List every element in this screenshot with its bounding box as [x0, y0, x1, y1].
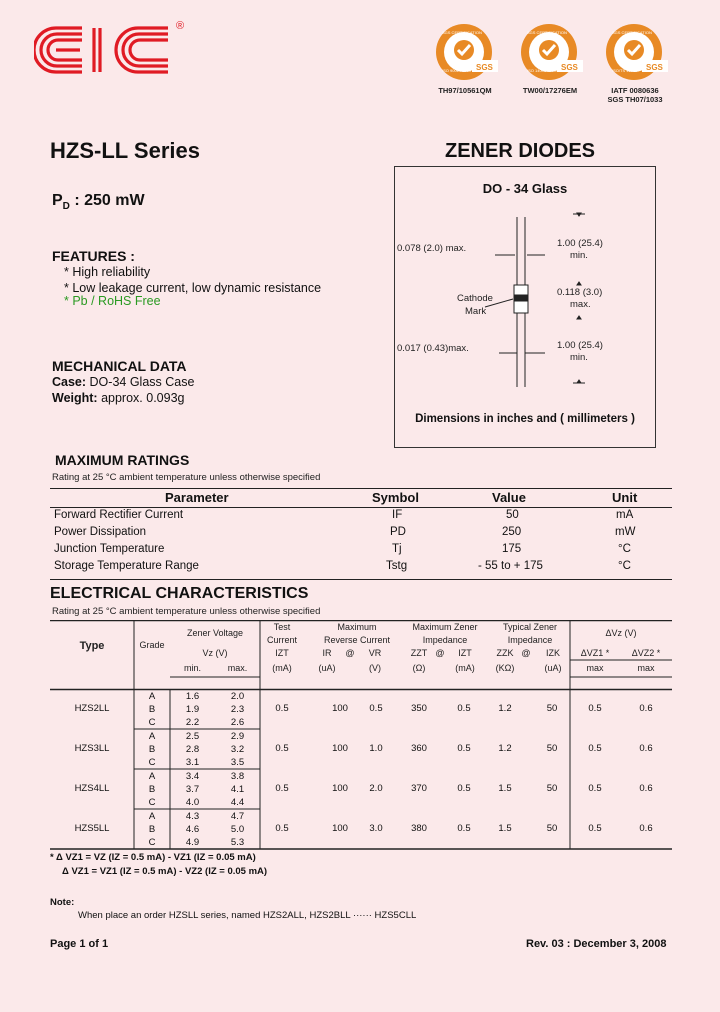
symbol-cell: Tstg: [386, 560, 408, 572]
case-label: Case:: [52, 375, 87, 389]
cert-standard: ISO 14001 : 2004: [527, 68, 559, 73]
eic-logo: [34, 20, 184, 80]
vz-max-cell: 2.3: [230, 704, 245, 715]
table-row: [50, 526, 672, 543]
feature-item: * Low leakage current, low dynamic resistance: [64, 281, 322, 295]
cert-caption-2: SGS TH07/1033: [607, 95, 663, 104]
vz-min-cell: 4.3: [185, 811, 200, 822]
col-izk-unit: (uA): [544, 663, 562, 673]
electrical-note: Rating at 25 °C ambient temperature unless otherwise specified: [52, 606, 321, 617]
d1-cell: 0.5: [588, 703, 602, 714]
col-dvz2-max: max: [637, 663, 655, 673]
col-vz: Vz (V): [202, 648, 228, 658]
type-cell: HZS3LL: [74, 743, 110, 754]
table-row: [50, 560, 672, 577]
symbol-cell: PD: [390, 526, 406, 538]
col-ir-unit: (uA): [318, 663, 336, 673]
vz-max-cell: 3.2: [230, 744, 245, 755]
izk-cell: 50: [546, 783, 558, 794]
electrical-heading: ELECTRICAL CHARACTERISTICS: [50, 585, 309, 602]
page-number: Page 1 of 1: [50, 938, 109, 950]
zzt-cell: 350: [411, 703, 427, 714]
lead-length-2: 1.00 (25.4): [557, 340, 603, 351]
registered-mark: ®: [176, 20, 185, 32]
izt2-cell: 0.5: [457, 823, 471, 834]
vz-min-cell: 3.4: [185, 771, 200, 782]
vz-min-cell: 4.0: [185, 797, 200, 808]
vz-min-cell: 3.1: [185, 757, 200, 768]
category-title: ZENER DIODES: [445, 140, 596, 162]
at-sign: @: [521, 648, 531, 658]
col-delta-vz: ΔVz (V): [605, 628, 637, 638]
grade-cell: A: [148, 771, 156, 782]
cert-caption: TW00/17276EM: [522, 86, 578, 95]
vz-max-cell: 5.0: [230, 824, 245, 835]
d2-cell: 0.6: [639, 743, 653, 754]
at-sign: @: [435, 648, 445, 658]
grade-cell: C: [148, 797, 156, 808]
pd-label: P: [52, 192, 63, 209]
izk-cell: 50: [546, 823, 558, 834]
symbol-cell: IF: [392, 509, 403, 521]
type-cell: HZS5LL: [74, 823, 110, 834]
note-label: Note:: [50, 897, 75, 908]
zzt-cell: 360: [411, 743, 427, 754]
package-drawing: [395, 167, 655, 447]
cert-iso9001: [420, 20, 510, 95]
zzk-cell: 1.2: [498, 743, 512, 754]
power-dissipation: [52, 192, 145, 212]
d1-cell: 0.5: [588, 743, 602, 754]
feature-item: * High reliability: [64, 265, 151, 279]
lead-length-2-min: min.: [570, 352, 588, 363]
value-cell: 175: [502, 543, 522, 555]
ir-cell: 100: [332, 783, 348, 794]
d1-cell: 0.5: [588, 823, 602, 834]
param-cell: Junction Temperature: [54, 543, 165, 555]
d2-cell: 0.6: [639, 823, 653, 834]
vz-min-cell: 4.9: [185, 837, 200, 848]
wire-diameter-label: 0.017 (0.43)max.: [397, 343, 469, 354]
table-row: [50, 543, 672, 560]
body-length-max: max.: [570, 299, 591, 310]
col-current: Current: [266, 635, 297, 645]
d2-cell: 0.6: [639, 703, 653, 714]
col-impedance-2: Impedance: [507, 635, 553, 645]
izt-cell: 0.5: [275, 703, 289, 714]
pd-sub: D: [62, 201, 70, 213]
col-max-zener: Maximum Zener: [412, 622, 478, 632]
vz-max-cell: 2.9: [230, 731, 245, 742]
izk-cell: 50: [546, 743, 558, 754]
col-zzk-unit: (KΩ): [495, 663, 515, 673]
param-cell: Forward Rectifier Current: [54, 509, 184, 521]
col-max-rev: Maximum: [337, 622, 377, 632]
vz-max-cell: 4.7: [230, 811, 245, 822]
col-dvz1-max: max: [586, 663, 604, 673]
type-cell: HZS4LL: [74, 783, 110, 794]
col-vz-max: max.: [227, 663, 248, 673]
type-cell: HZS2LL: [74, 703, 110, 714]
col-vr-unit: (V): [369, 663, 381, 673]
cert-standard: ISO/TS 16949: [612, 68, 638, 73]
case-value: DO-34 Glass Case: [89, 375, 195, 389]
grade-cell: C: [148, 717, 156, 728]
grade-cell: C: [148, 837, 156, 848]
grade-cell: B: [148, 784, 156, 795]
feature-item-rohs: * Pb / RoHS Free: [64, 294, 161, 308]
cert-standard: ISO 9001 : 2000: [442, 68, 472, 73]
col-ir: IR: [322, 648, 332, 658]
cathode-label: Cathode: [457, 293, 493, 304]
col-vr: VR: [368, 648, 382, 658]
package-title: DO - 34 Glass: [482, 181, 568, 196]
value-cell: 50: [506, 509, 519, 521]
mechanical-heading: MECHANICAL DATA: [52, 358, 187, 374]
series-title: HZS-LL Series: [50, 138, 200, 163]
col-zzt: ZZT: [410, 648, 428, 658]
ir-cell: 100: [332, 743, 348, 754]
footnote-1: * Δ VZ1 = VZ (IZ = 0.5 mA) - VZ1 (IZ = 0.05 mA): [50, 852, 256, 863]
grade-cell: C: [148, 757, 156, 768]
weight-value: approx. 0.093g: [101, 391, 185, 405]
col-typ-zener: Typical Zener: [502, 622, 558, 632]
zzk-cell: 1.2: [498, 703, 512, 714]
max-ratings-note: Rating at 25 °C ambient temperature unless otherwise specified: [52, 472, 321, 483]
cert-caption: TH97/10561QM: [438, 86, 492, 95]
lead-diameter-label: 0.078 (2.0) max.: [397, 243, 467, 254]
grade-cell: B: [148, 704, 156, 715]
grade-cell: A: [148, 691, 156, 702]
table-row: [50, 509, 672, 526]
cert-ring-text: SGS CERTIFICATION: [442, 30, 482, 35]
col-dvz2: ΔVZ2 *: [631, 648, 661, 658]
footnote-2: Δ VZ1 = VZ1 (IZ = 0.5 mA) - VZ2 (IZ = 0.05 mA): [62, 866, 268, 877]
col-rev-current: Reverse Current: [323, 635, 391, 645]
vz-min-cell: 2.8: [185, 744, 200, 755]
zzt-cell: 370: [411, 783, 427, 794]
vz-max-cell: 3.5: [230, 757, 245, 768]
d1-cell: 0.5: [588, 783, 602, 794]
izt-cell: 0.5: [275, 743, 289, 754]
param-cell: Power Dissipation: [54, 526, 147, 538]
grade-cell: B: [148, 824, 156, 835]
izt2-cell: 0.5: [457, 703, 471, 714]
vr-cell: 0.5: [369, 703, 383, 714]
vz-max-cell: 3.8: [230, 771, 245, 782]
vz-max-cell: 4.1: [230, 784, 245, 795]
col-zzt-unit: (Ω): [412, 663, 426, 673]
col-symbol: Symbol: [372, 490, 419, 505]
col-izt-2: IZT: [458, 648, 472, 658]
col-izt-unit: (mA): [272, 663, 292, 673]
col-vz-min: min.: [183, 663, 201, 673]
lead-length-1: 1.00 (25.4): [557, 238, 603, 249]
col-unit: Unit: [612, 490, 638, 505]
col-izt2-unit: (mA): [455, 663, 475, 673]
unit-cell: °C: [618, 560, 631, 572]
vz-max-cell: 2.0: [230, 691, 245, 702]
vz-min-cell: 3.7: [185, 784, 200, 795]
sgs-mark: SGS: [561, 63, 578, 72]
note-text: When place an order HZSLL series, named HZS2ALL, HZS2BLL ······ HZS5CLL: [78, 910, 417, 921]
features-heading: FEATURES :: [52, 248, 135, 264]
vr-cell: 3.0: [369, 823, 383, 834]
case-line: [52, 375, 194, 389]
col-izk: IZK: [545, 648, 560, 658]
vz-max-cell: 2.6: [230, 717, 245, 728]
lead-length-1-min: min.: [570, 250, 588, 261]
ratings-header-row: [50, 490, 672, 507]
col-zener-voltage: Zener Voltage: [186, 628, 244, 638]
izt-cell: 0.5: [275, 823, 289, 834]
vz-max-cell: 5.3: [230, 837, 245, 848]
cert-ts16949: [590, 20, 680, 104]
col-type: Type: [79, 640, 105, 652]
symbol-cell: Tj: [392, 543, 402, 555]
zzk-cell: 1.5: [498, 823, 512, 834]
vr-cell: 1.0: [369, 743, 383, 754]
vr-cell: 2.0: [369, 783, 383, 794]
weight-line: [52, 391, 184, 405]
col-izt: IZT: [275, 648, 289, 658]
grade-cell: B: [148, 744, 156, 755]
ir-cell: 100: [332, 823, 348, 834]
col-value: Value: [492, 490, 526, 505]
dimension-note: Dimensions in inches and ( millimeters ): [415, 413, 635, 425]
vz-max-cell: 4.4: [230, 797, 245, 808]
izt2-cell: 0.5: [457, 743, 471, 754]
zzk-cell: 1.5: [498, 783, 512, 794]
col-test: Test: [273, 622, 291, 632]
grade-cell: A: [148, 731, 156, 742]
col-grade: Grade: [139, 640, 165, 650]
col-zzk: ZZK: [496, 648, 514, 658]
unit-cell: mA: [616, 509, 634, 521]
vz-min-cell: 2.2: [185, 717, 200, 728]
unit-cell: mW: [615, 526, 636, 538]
weight-label: Weight:: [52, 391, 98, 405]
pd-value: : 250 mW: [74, 192, 145, 209]
value-cell: - 55 to + 175: [478, 560, 543, 572]
col-impedance: Impedance: [422, 635, 468, 645]
package-diagram: [394, 166, 656, 448]
cert-ring-text: SGS CERTIFICATION: [527, 30, 567, 35]
izt2-cell: 0.5: [457, 783, 471, 794]
col-dvz1: ΔVZ1 *: [580, 648, 610, 658]
electrical-table: [50, 620, 672, 850]
vz-min-cell: 4.6: [185, 824, 200, 835]
vz-min-cell: 1.6: [185, 691, 200, 702]
cathode-mark-label: Mark: [465, 306, 487, 317]
cert-ring-text: SGS CERTIFICATION: [612, 30, 652, 35]
grade-cell: A: [148, 811, 156, 822]
col-parameter: Parameter: [165, 490, 229, 505]
d2-cell: 0.6: [639, 783, 653, 794]
at-sign: @: [345, 648, 355, 658]
cert-caption: IATF 0080636: [611, 86, 659, 95]
max-ratings-heading: MAXIMUM RATINGS: [55, 452, 190, 468]
body-length: 0.118 (3.0): [557, 287, 603, 298]
vz-min-cell: 1.9: [185, 704, 200, 715]
param-cell: Storage Temperature Range: [54, 560, 199, 572]
cert-iso14001: [505, 20, 595, 95]
revision: Rev. 03 : December 3, 2008: [526, 938, 667, 950]
izk-cell: 50: [546, 703, 558, 714]
izt-cell: 0.5: [275, 783, 289, 794]
zzt-cell: 380: [411, 823, 427, 834]
value-cell: 250: [502, 526, 522, 538]
unit-cell: °C: [618, 543, 631, 555]
sgs-mark: SGS: [646, 63, 663, 72]
ir-cell: 100: [332, 703, 348, 714]
sgs-mark: SGS: [476, 63, 493, 72]
vz-min-cell: 2.5: [185, 731, 200, 742]
